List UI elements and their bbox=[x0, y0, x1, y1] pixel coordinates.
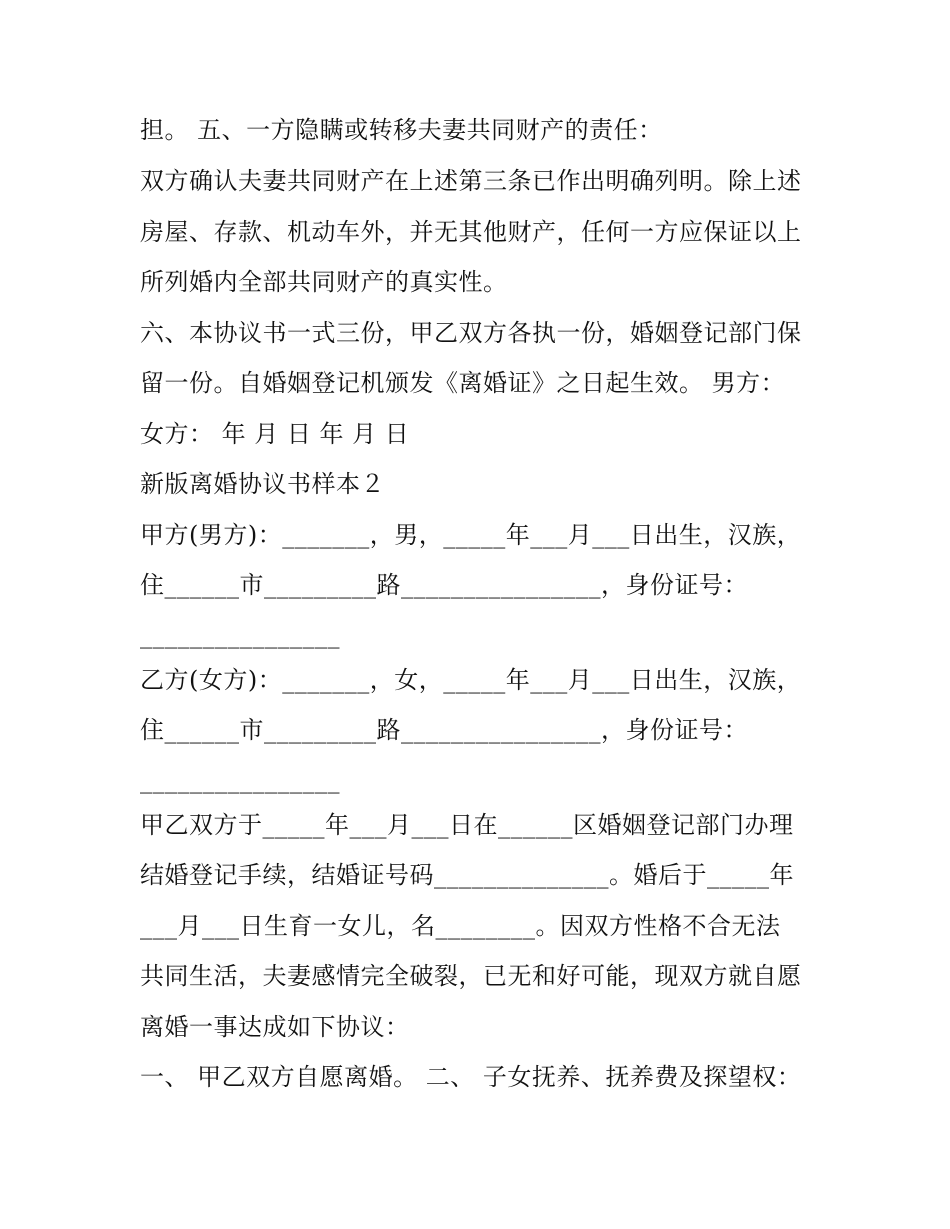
text-line: 房屋、存款、机动车外，并无其他财产，任何一方应保证以上 bbox=[140, 218, 802, 246]
text-line: 所列婚内全部共同财产的真实性。 bbox=[140, 268, 508, 296]
text-line: 担。 五、一方隐瞒或转移夫妻共同财产的责任： bbox=[140, 116, 663, 144]
text-line: 住______市_________路________________，身份证号： bbox=[140, 716, 748, 744]
text-line: 一、 甲乙双方自愿离婚。 二、 子女抚养、抚养费及探望权： bbox=[140, 1063, 802, 1091]
text-line: 留一份。自婚姻登记机颁发《离婚证》之日起生效。 男方： bbox=[140, 369, 786, 397]
text-line: 住______市_________路________________，身份证号： bbox=[140, 571, 748, 599]
text-line: ___月___日生育一女儿，名________。因双方性格不合无法 bbox=[140, 912, 781, 940]
text-line: 共同生活，夫妻感情完全破裂，已无和好可能，现双方就自愿 bbox=[140, 962, 802, 990]
text-line: 离婚一事达成如下协议： bbox=[140, 1013, 410, 1041]
text-line: ________________ bbox=[140, 766, 340, 794]
text-line: ________________ bbox=[140, 621, 340, 649]
text-line: 女方： 年 月 日 年 月 日 bbox=[140, 420, 410, 448]
text-line: 结婚登记手续，结婚证号码______________。婚后于_____年 bbox=[140, 861, 794, 889]
text-line: 六、本协议书一式三份，甲乙双方各执一份，婚姻登记部门保 bbox=[140, 319, 802, 347]
text-line: 双方确认夫妻共同财产在上述第三条已作出明确列明。除上述 bbox=[140, 167, 802, 195]
text-line: 甲乙双方于_____年___月___日在______区婚姻登记部门办理 bbox=[140, 811, 794, 839]
text-line: 乙方(女方)：_______，女，_____年___月___日出生，汉族， bbox=[140, 666, 802, 694]
section-title: 新版离婚协议书样本２ bbox=[140, 470, 385, 498]
text-line: 甲方(男方)：_______，男，_____年___月___日出生，汉族， bbox=[140, 521, 802, 549]
